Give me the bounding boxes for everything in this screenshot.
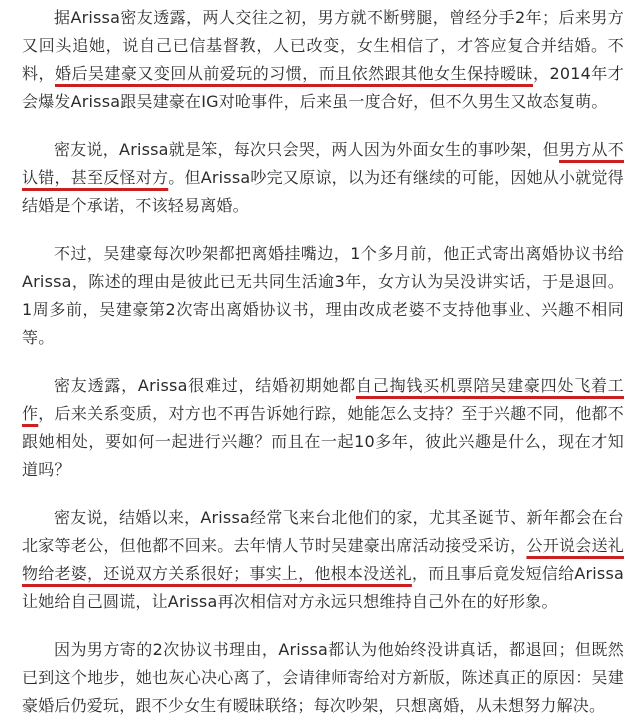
highlighted-text: 婚后吴建豪又变回从前爱玩的习惯，而且依然跟其他女生保持暧昧: [54, 64, 534, 83]
highlighted-text: 男方从不认错，甚至反怪对方: [22, 140, 624, 187]
highlighted-text: 公开说会送礼物给老婆，还说双方关系很好；事实上，他根本没送礼: [22, 536, 624, 583]
paragraph-4: [22, 372, 624, 484]
paragraph-5: [22, 504, 624, 616]
paragraph-text: 。但Arissa吵完又原谅，以为还有继续的可能，因她从小就觉得结婚是个承诺，不该轻易离婚。: [22, 168, 624, 215]
paragraph-1: [22, 4, 624, 116]
highlighted-text: 自己掏钱买机票陪吴建豪四处飞着工作: [22, 376, 624, 423]
paragraph-text: 不过，吴建豪每次吵架都把离婚挂嘴边，1个多月前，他正式寄出离婚协议书给Arissa，陈述的理由是彼此已无共同生活逾3年，女方认为吴没讲实话，于是退回。1周多前，吴建豪第2次寄出离婚协议书，理由改成老婆不支持他事业、兴趣不相同等。: [22, 244, 624, 347]
paragraph-text: ，后来关系变质，对方也不再告诉她行踪，她能怎么支持？至于兴趣不同，他都不跟她相处，要如何一起进行兴趣？而且在一起10多年，彼此兴趣是什么，现在才知道吗？: [22, 404, 625, 479]
paragraph-text: 密友说，结婚以来，Arissa经常飞来台北他们的家，尤其圣诞节、新年都会在台北家等老公，但他都不回来。去年情人节时吴建豪出席活动接受采访，: [22, 508, 624, 555]
paragraph-text: ，而且事后竟发短信给Arissa让她给自己圆谎，让Arissa再次相信对方永远只想维持自己外在的好形象。: [22, 564, 624, 611]
paragraph-text: 因为男方寄的2次协议书理由，Arissa都认为他始终没讲真话，都退回；但既然已到这个地步，她也灰心决心离了，会请律师寄给对方新版，陈述真正的原因：吴建豪婚后仍爱玩，跟不少女生有暧昧联络；每次吵架，只想离婚，从未想努力解决。: [22, 640, 624, 715]
paragraph-3: [22, 240, 624, 352]
paragraph-2: [22, 136, 624, 220]
paragraph-text: ，2014年才会爆发Arissa跟吴建豪在IG对呛事件，后来虽一度合好，但不久男生又故态复萌。: [22, 64, 624, 111]
paragraph-text: 密友说，Arissa就是笨，每次只会哭，两人因为外面女生的事吵架，但: [54, 140, 560, 159]
paragraph-text: 据Arissa密友透露，两人交往之初，男方就不断劈腿，曾经分手2年；后来男方又回头追她，说自己已信基督教，人已改变，女生相信了，才答应复合并结婚。不料，: [22, 8, 624, 83]
paragraph-text: 密友透露，Arissa很难过，结婚初期她都: [54, 376, 357, 395]
paragraph-6: [22, 636, 624, 720]
